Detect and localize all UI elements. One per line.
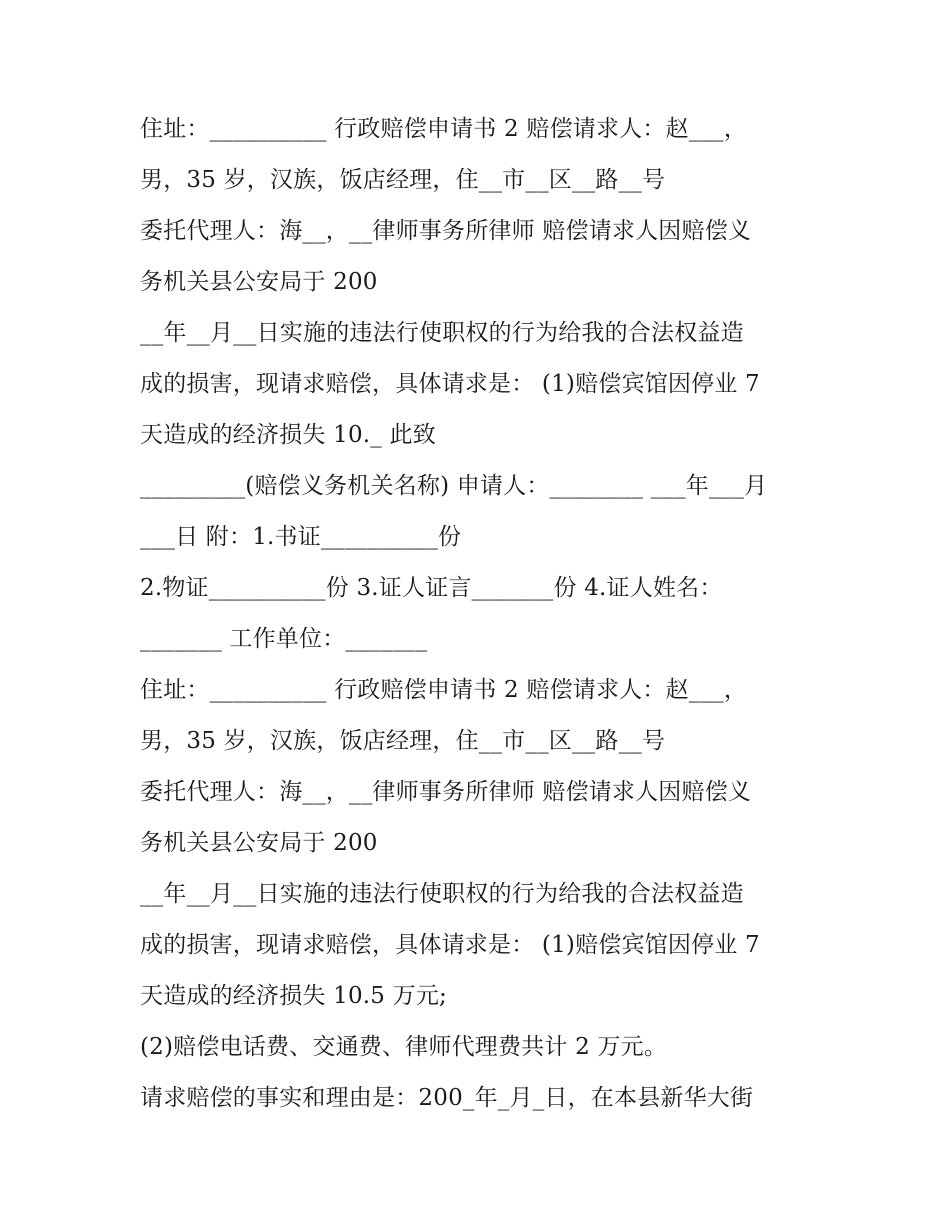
text-line: ___日 附：1.书证__________份 xyxy=(140,524,462,550)
text-line: __年__月__日实施的违法行使职权的行为给我的合法权益造 xyxy=(140,881,744,907)
text-line: _______ 工作单位：_______ xyxy=(140,626,428,652)
text-line: 天造成的经济损失 10.5 万元; xyxy=(140,983,447,1009)
text-line: 请求赔偿的事实和理由是：200_年_月_日，在本县新华大街 xyxy=(140,1085,754,1111)
document-body xyxy=(140,104,820,1124)
text-line: 男，35 岁，汉族，饭店经理，住__市__区__路__号 xyxy=(140,728,666,754)
text-line: _________(赔偿义务机关名称) 申请人：________ ___年___月 xyxy=(140,473,768,499)
text-line: __年__月__日实施的违法行使职权的行为给我的合法权益造 xyxy=(140,320,744,346)
text-line: 住址：__________ 行政赔偿申请书 2 赔偿请求人：赵___， xyxy=(140,677,748,703)
text-line: 委托代理人：海__，__律师事务所律师 赔偿请求人因赔偿义 xyxy=(140,779,752,805)
text-line: 2.物证__________份 3.证人证言_______份 4.证人姓名： xyxy=(140,575,723,601)
text-line: 住址：__________ 行政赔偿申请书 2 赔偿请求人：赵___， xyxy=(140,116,748,142)
text-line: 男，35 岁，汉族，饭店经理，住__市__区__路__号 xyxy=(140,167,666,193)
text-line: (2)赔偿电话费、交通费、律师代理费共计 2 万元。 xyxy=(140,1034,668,1060)
text-line: 务机关县公安局于 200 xyxy=(140,269,378,295)
text-line: 成的损害，现请求赔偿，具体请求是： (1)赔偿宾馆因停业 7 xyxy=(140,932,760,958)
text-line: 成的损害，现请求赔偿，具体请求是： (1)赔偿宾馆因停业 7 xyxy=(140,371,760,397)
text-line: 务机关县公安局于 200 xyxy=(140,830,378,856)
text-line: 委托代理人：海__，__律师事务所律师 赔偿请求人因赔偿义 xyxy=(140,218,752,244)
text-line: 天造成的经济损失 10._ 此致 xyxy=(140,422,436,448)
